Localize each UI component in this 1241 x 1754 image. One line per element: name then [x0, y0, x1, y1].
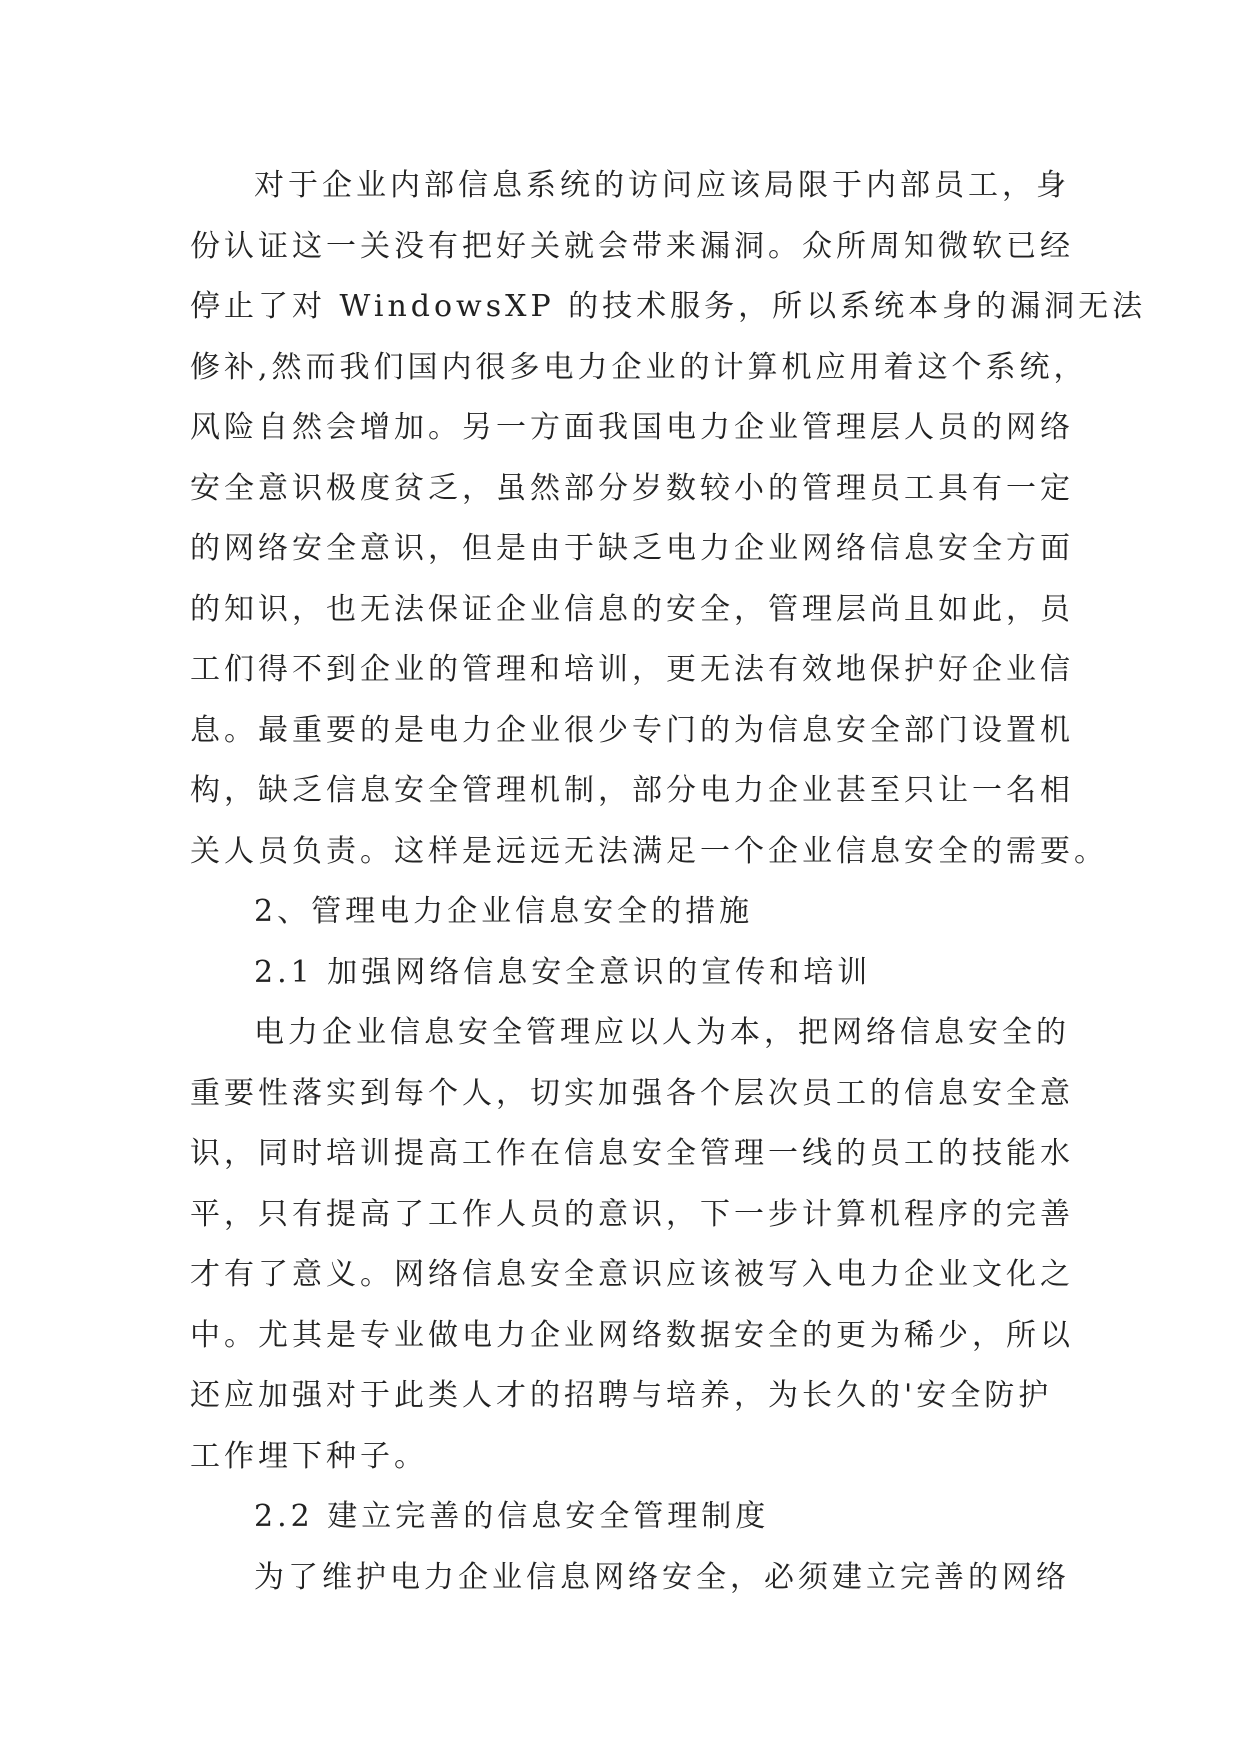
- paragraph-line: 工作埋下种子。: [190, 1438, 428, 1474]
- paragraph-line: 的网络安全意识，但是由于缺乏电力企业网络信息安全方面: [190, 531, 1074, 566]
- paragraph-line: 份认证这一关没有把好关就会带来漏洞。众所周知微软已经: [190, 228, 1074, 264]
- paragraph-line: 风险自然会增加。另一方面我国电力企业管理层人员的网络: [190, 410, 1074, 445]
- paragraph-line: 关人员负责。这样是远远无法满足一个企业信息安全的需要。: [190, 833, 1108, 869]
- paragraph-line: 电力企业信息安全管理应以人为本，把网络信息安全的: [254, 1015, 1070, 1050]
- paragraph-line: 重要性落实到每个人，切实加强各个层次员工的信息安全意: [190, 1075, 1074, 1111]
- paragraph-line: 还应加强对于此类人才的招聘与培养，为长久的'安全防护: [190, 1378, 1053, 1413]
- paragraph-line: 才有了意义。网络信息安全意识应该被写入电力企业文化之: [190, 1257, 1074, 1292]
- paragraph-line: 工们得不到企业的管理和培训，更无法有效地保护好企业信: [190, 652, 1074, 687]
- document-body: [190, 156, 1147, 1608]
- paragraph-line: 中。尤其是专业做电力企业网络数据安全的更为稀少，所以: [190, 1317, 1074, 1353]
- paragraph-line: 构，缺乏信息安全管理机制，部分电力企业甚至只让一名相: [190, 773, 1074, 808]
- subsection-heading: 2.2 建立完善的信息安全管理制度: [254, 1499, 770, 1534]
- paragraph-line: 息。最重要的是电力企业很少专门的为信息安全部门设置机: [190, 712, 1074, 748]
- paragraph-line: 停止了对 WindowsXP 的技术服务，所以系统本身的漏洞无法: [190, 289, 1147, 324]
- paragraph-line: 的知识，也无法保证企业信息的安全，管理层尚且如此，员: [190, 591, 1074, 627]
- paragraph-line: 安全意识极度贫乏，虽然部分岁数较小的管理员工具有一定: [190, 470, 1074, 506]
- section-heading: 2、管理电力企业信息安全的措施: [254, 894, 754, 929]
- paragraph-line: 识，同时培训提高工作在信息安全管理一线的员工的技能水: [190, 1136, 1074, 1171]
- paragraph-line: 修补,然而我们国内很多电力企业的计算机应用着这个系统，: [190, 349, 1088, 385]
- paragraph-line: 平，只有提高了工作人员的意识，下一步计算机程序的完善: [190, 1196, 1074, 1232]
- paragraph-line: 为了维护电力企业信息网络安全，必须建立完善的网络: [254, 1559, 1070, 1595]
- paragraph-line: 对于企业内部信息系统的访问应该局限于内部员工，身: [254, 168, 1070, 203]
- subsection-heading: 2.1 加强网络信息安全意识的宣传和培训: [254, 954, 872, 990]
